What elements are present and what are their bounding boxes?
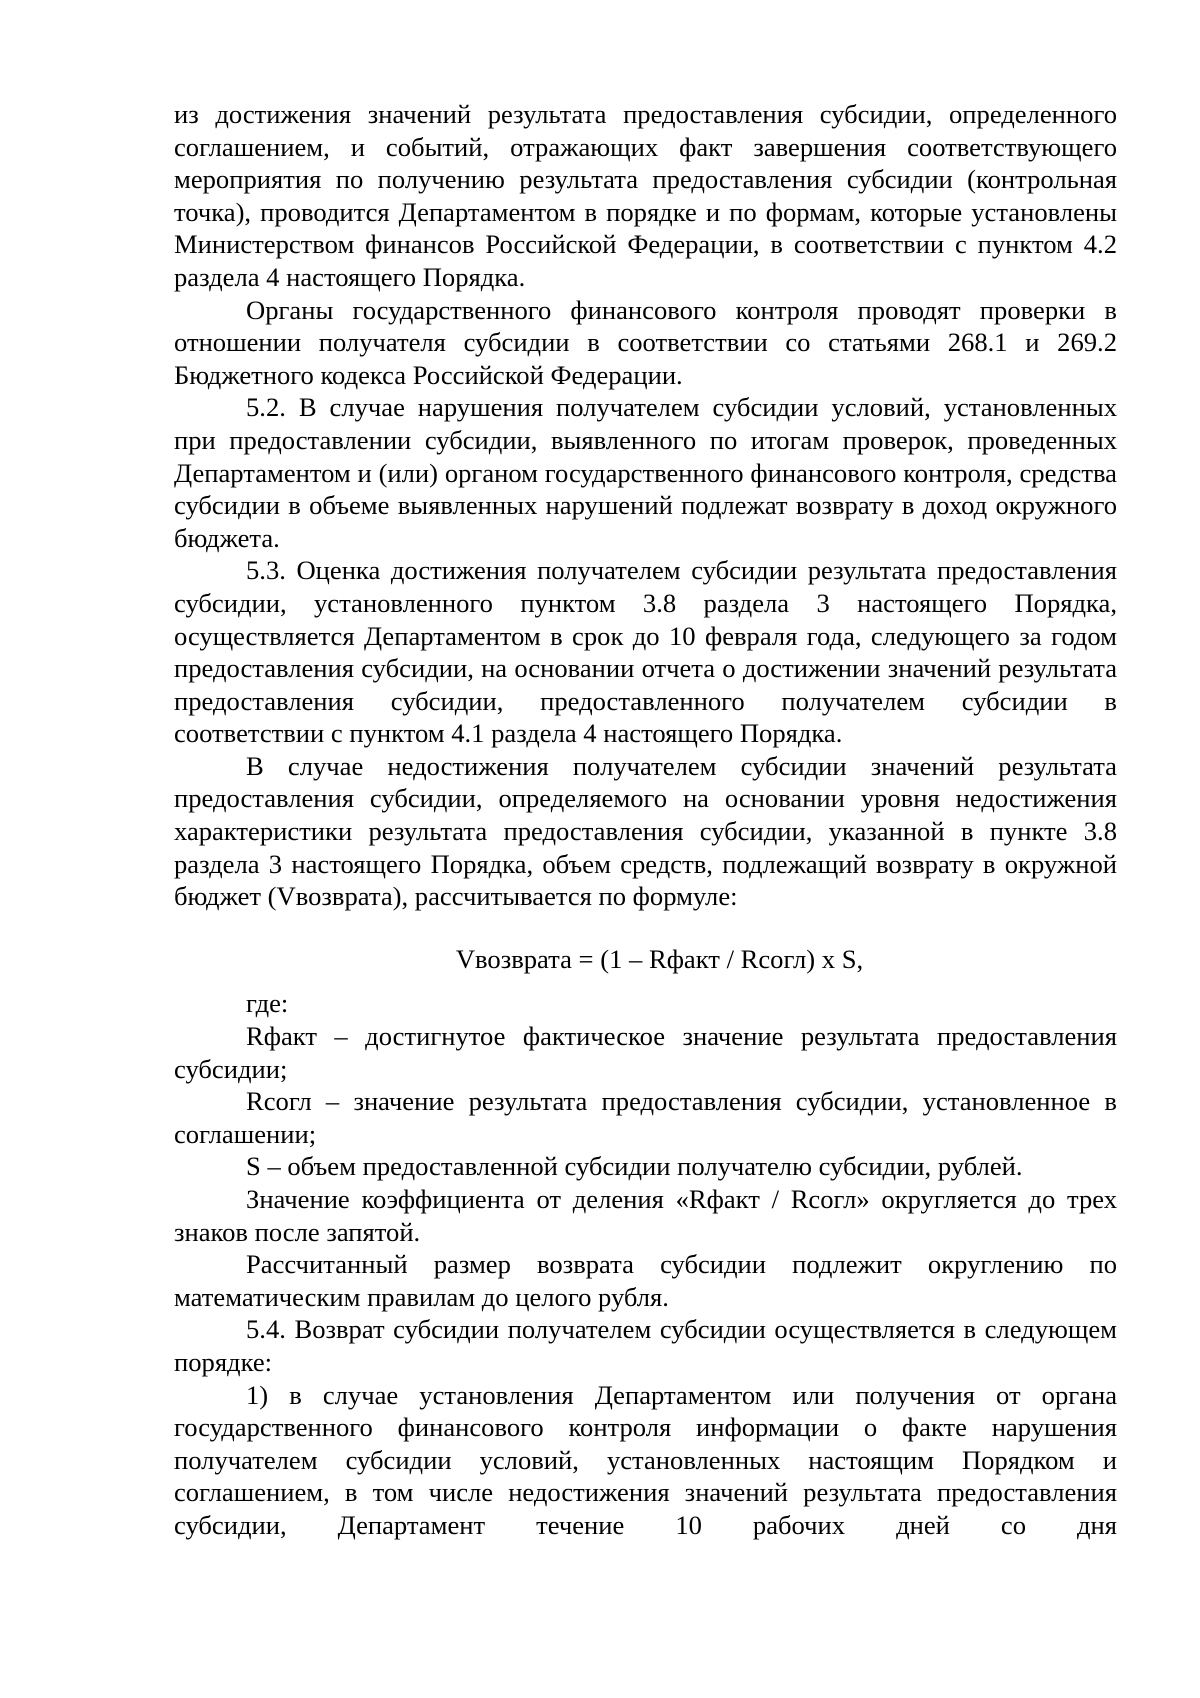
paragraph-intro: из достижения значений результата предоставления субсидии, определенного соглашением, и событий, отражающих факт завершения соответствующего мероприятия по получению результата предоставления субсидии (контрольная точка), проводится Департаментом в порядке и по формам, которые установлены Министерством финансов Российской Федерации, в соответствии с пунктом 4.2 раздела 4 настоящего Порядка.	[174, 99, 1117, 292]
where-label: где:	[246, 988, 289, 1019]
document-page	[174, 98, 1117, 1542]
paragraph-5-2: 5.2. В случае нарушения получателем субсидии условий, установленных при предоставлении субсидии, выявленного по итогам проверок, проведенных Департаментом и (или) органом государственного финансового контроля, средства субсидии в объеме выявленных нарушений подлежат возврату в доход окружного бюджета.	[174, 392, 1117, 553]
paragraph-item-1: 1) в случае установления Департаментом или получения от органа государственного финансового контроля информации о факте нарушения получателем субсидии условий, установленных настоящим Порядком и соглашением, в том числе недостижения значений результата предоставления субсидии, Департамент течение 10 рабочих дней со дня	[174, 1379, 1117, 1540]
definition-r-sogl: Rсогл – значение результата предоставления субсидии, установленное в соглашении;	[174, 1086, 1117, 1149]
formula-return-volume: Vвозврата = (1 – Rфакт / Rсогл) х S,	[455, 943, 864, 974]
paragraph-coefficient-rounding: Значение коэффициента от деления «Rфакт / Rсогл» округляется до трех знаков после запятой.	[174, 1184, 1117, 1247]
paragraph-non-achievement: В случае недостижения получателем субсидии значений результата предоставления субсидии, определяемого на основании уровня недостижения характеристики результата предоставления субсидии, указанной в пункте 3.8 раздела 3 настоящего Порядка, объем средств, подлежащий возврату в окружной бюджет (Vвозврата), рассчитывается по формуле:	[174, 750, 1117, 912]
definition-s: S – объем предоставленной субсидии получателю субсидии, рублей.	[246, 1151, 1023, 1182]
paragraph-ruble-rounding: Рассчитанный размер возврата субсидии подлежит округлению по математическим правилам до целого рубля.	[174, 1249, 1117, 1312]
paragraph-financial-control: Органы государственного финансового контроля проводят проверки в отношении получателя субсидии в соответствии со статьями 268.1 и 269.2 Бюджетного кодекса Российской Федерации.	[174, 294, 1117, 390]
paragraph-5-4: 5.4. Возврат субсидии получателем субсидии осуществляется в следующем порядке:	[174, 1314, 1117, 1377]
paragraph-5-3: 5.3. Оценка достижения получателем субсидии результата предоставления субсидии, установленного пунктом 3.8 раздела 3 настоящего Порядка, осуществляется Департаментом в срок до 10 февраля года, следующего за годом предоставления субсидии, на основании отчета о достижении значений результата предоставления субсидии, предоставленного получателем субсидии в соответствии с пунктом 4.1 раздела 4 настоящего Порядка.	[174, 555, 1117, 749]
definition-r-fact: Rфакт – достигнутое фактическое значение результата предоставления субсидии;	[174, 1021, 1117, 1084]
